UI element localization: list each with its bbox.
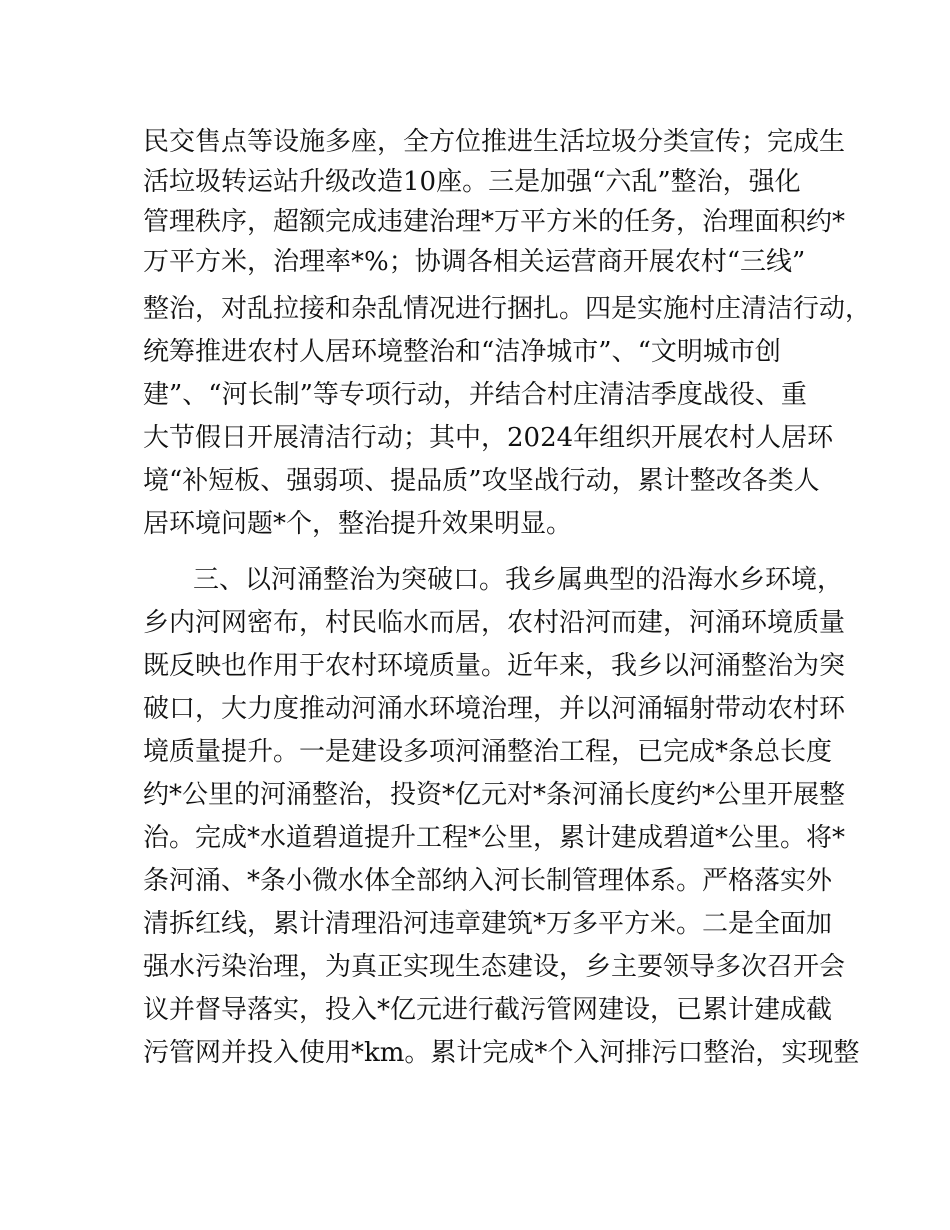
text-line: 大节假日开展清洁行动；其中，2024年组织开展农村人居环 xyxy=(143,423,834,453)
text-line: 建”、“河长制”等专项行动，并结合村庄清洁季度战役、重 xyxy=(143,380,807,410)
text-line: 三、以河涌整治为突破口。我乡属典型的沿海水乡环境， xyxy=(193,565,844,595)
text-line: 管理秩序，超额完成违建治理*万平方米的任务，治理面积约* xyxy=(143,207,846,237)
text-line: 议并督导落实，投入*亿元进行截污管网建设，已累计建成截 xyxy=(143,995,833,1025)
text-line: 乡内河网密布，村民临水而居，农村沿河而建，河涌环境质量 xyxy=(143,608,846,638)
text-line: 境质量提升。一是建设多项河涌整治工程，已完成*条总长度 xyxy=(143,737,833,767)
text-line: 条河涌、*条小微水体全部纳入河长制管理体系。严格落实外 xyxy=(143,866,833,896)
text-line: 境“补短板、强弱项、提品质”攻坚战行动，累计整改各类人 xyxy=(143,466,820,496)
text-line: 污管网并投入使用*km。累计完成*个入河排污口整治，实现整 xyxy=(143,1038,860,1068)
text-line: 统筹推进农村人居环境整治和“洁净城市”、“文明城市创 xyxy=(143,337,781,367)
text-line: 民交售点等设施多座，全方位推进生活垃圾分类宣传；完成生 xyxy=(143,127,846,157)
text-line: 强水污染治理，为真正实现生态建设，乡主要领导多次召开会 xyxy=(143,952,846,982)
text-line: 治。完成*水道碧道提升工程*公里，累计建成碧道*公里。将* xyxy=(143,823,846,853)
text-line: 居环境问题*个，整治提升效果明显。 xyxy=(143,509,573,539)
text-line: 破口，大力度推动河涌水环境治理，并以河涌辐射带动农村环 xyxy=(143,694,846,724)
text-line: 既反映也作用于农村环境质量。近年来，我乡以河涌整治为突 xyxy=(143,651,846,681)
text-line: 活垃圾转运站升级改造10座。三是加强“六乱”整治，强化 xyxy=(143,167,801,197)
text-line: 清拆红线，累计清理沿河违章建筑*万多平方米。二是全面加 xyxy=(143,909,833,939)
text-line: 万平方米，治理率*%；协调各相关运营商开展农村“三线” xyxy=(143,247,806,277)
text-line: 整治，对乱拉接和杂乱情况进行捆扎。四是实施村庄清洁行动， xyxy=(143,294,872,324)
text-line: 约*公里的河涌整治，投资*亿元对*条河涌长度约*公里开展整 xyxy=(143,780,846,810)
